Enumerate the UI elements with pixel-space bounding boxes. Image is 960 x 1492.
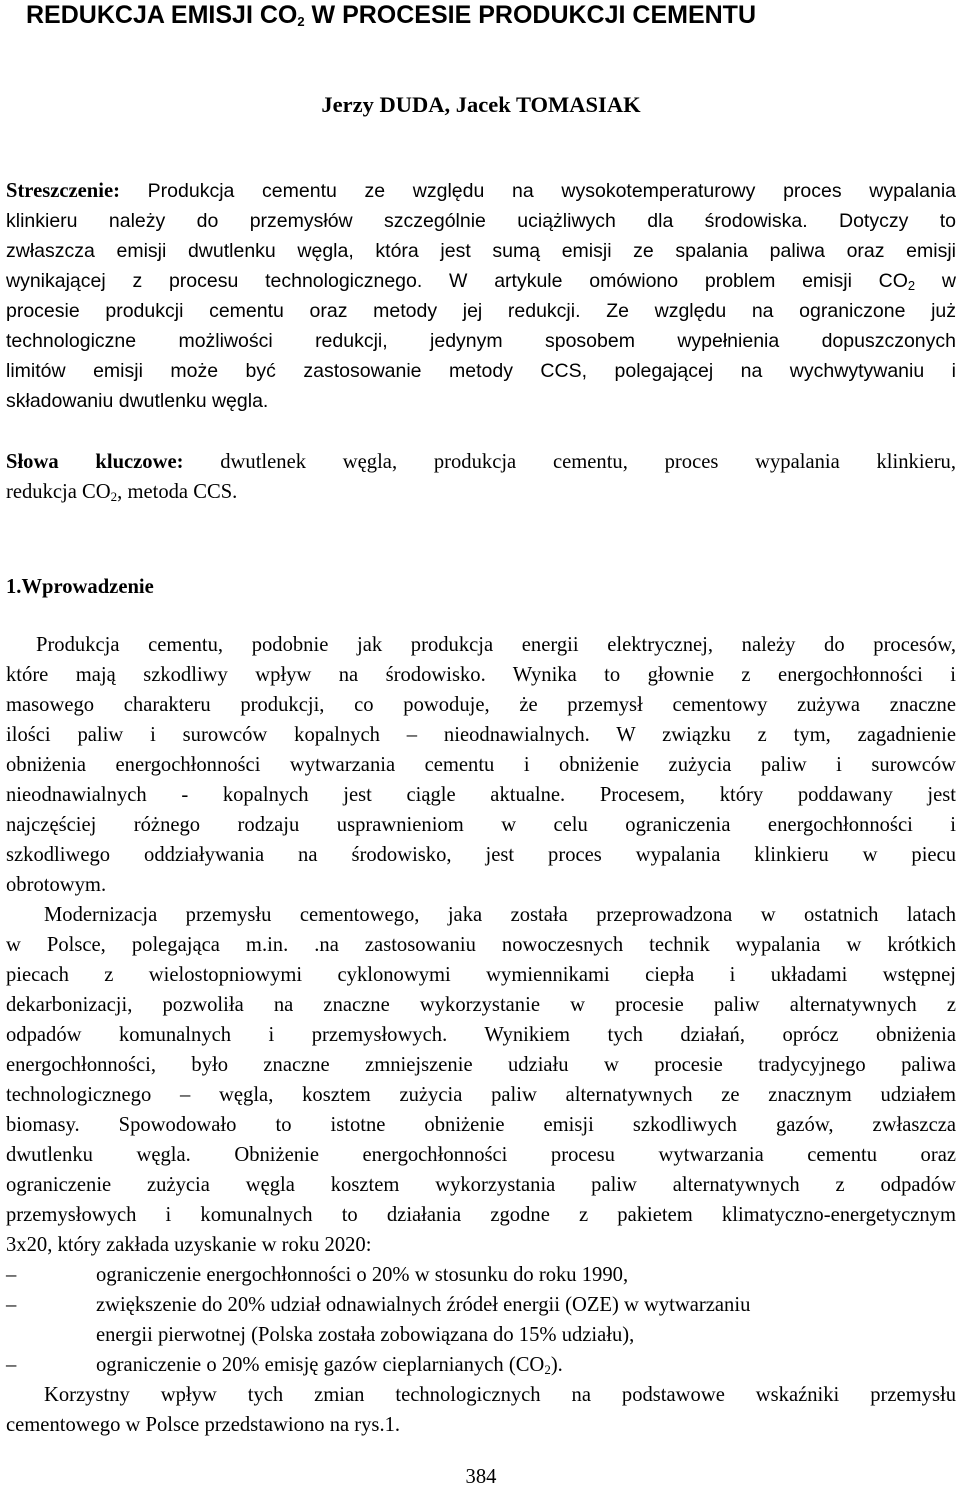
paragraph-line: obniżenia energochłonności wytwarzania cementu i obniżenie zużycia paliw i surowców	[6, 754, 956, 776]
list-dash: –	[6, 1354, 17, 1376]
list-item-text: zwiększenie do 20% udział odnawialnych źródeł energii (OZE) w wytwarzaniu	[96, 1294, 751, 1316]
subscript: 2	[907, 278, 916, 293]
abstract-line	[6, 206, 956, 236]
page-number: 384	[465, 1466, 497, 1488]
paragraph-1	[6, 630, 956, 900]
abstract-text: Produkcja cementu ze względu na wysokotemperaturowy proces wypalania	[119, 180, 956, 202]
keywords	[6, 447, 956, 507]
abstract-label: Streszczenie:	[6, 180, 120, 202]
paragraph-line: szkodliwego oddziaływania na środowisko, jest proces wypalania klinkieru w piecu	[6, 844, 956, 866]
paragraph-line: obrotowym.	[6, 874, 107, 896]
list-item-text: energii pierwotnej (Polska została zobowiązana do 15% udziału),	[96, 1324, 635, 1346]
paragraph-line: odpadów komunalnych i przemysłowych. Wynikiem tych działań, oprócz obniżenia	[6, 1024, 956, 1046]
list-dash: –	[6, 1294, 17, 1316]
list-item-text	[96, 1350, 563, 1380]
abstract-text: Dotyczy to	[807, 210, 956, 232]
list-dash: –	[6, 1264, 17, 1286]
title-text: REDUKCJA EMISJI CO	[26, 1, 298, 29]
paragraph-line: energochłonności, było znaczne zmniejszenie udziału w procesie tradycyjnego paliwa	[6, 1054, 956, 1076]
keywords-line	[6, 477, 956, 507]
paragraph-line: cementowego w Polsce przedstawiono na rys.1.	[6, 1414, 401, 1436]
paragraph-line: ograniczenie zużycia węgla kosztem wykorzystania paliw alternatywnych z odpadów	[6, 1174, 956, 1196]
subscript: 2	[110, 489, 118, 504]
authors: Jerzy DUDA, Jacek TOMASIAK	[321, 92, 641, 117]
section-heading-text: 1.Wprowadzenie	[6, 576, 154, 598]
abstract	[6, 176, 956, 416]
paragraph-line: masowego charakteru produkcji, co powoduje, że przemysł cementowy zużywa znaczne	[6, 694, 956, 716]
paragraph-line: przemysłowych i komunalnych to działania zgodne z pakietem klimatyczno-energetycznym	[6, 1204, 956, 1226]
abstract-text: klinkieru należy do przemysłów szczególnie uciążliwych dla środowiska.	[6, 210, 808, 232]
paragraph-2	[6, 900, 956, 1260]
abstract-text: w	[915, 270, 956, 292]
paragraph-line: które mają szkodliwy wpływ na środowisko. Wynika to głownie z energochłonności i	[6, 664, 956, 686]
abstract-text: W artykule omówiono problem emisji CO	[422, 270, 908, 292]
keywords-line	[6, 447, 956, 477]
paragraph-line: 3x20, który zakłada uzyskanie w roku 2020:	[6, 1234, 372, 1256]
abstract-line	[6, 176, 956, 206]
list-item-text: ograniczenie energochłonności o 20% w stosunku do roku 1990,	[96, 1264, 629, 1286]
abstract-text: procesie produkcji cementu oraz metody jej redukcji.	[6, 300, 581, 322]
keywords-text: dwutlenek węgla, produkcja cementu, proces wypalania klinkieru,	[183, 451, 957, 473]
abstract-line	[6, 296, 956, 326]
subscript: 2	[544, 1362, 551, 1377]
paragraph-line: nieodnawialnych - kopalnych jest ciągle aktualne. Procesem, który poddawany jest	[6, 784, 956, 806]
paragraph-3	[6, 1380, 956, 1440]
abstract-line: limitów emisji może być zastosowanie metody CCS, polegającej na wychwytywaniu i	[6, 360, 956, 382]
paragraph-line: dwutlenku węgla. Obniżenie energochłonności procesu wytwarzania cementu oraz	[6, 1144, 956, 1166]
keywords-text: redukcja CO	[6, 481, 111, 503]
abstract-text: wynikającej z procesu technologicznego.	[6, 270, 423, 292]
keywords-text: , metoda CCS.	[117, 481, 238, 503]
paragraph-line: piecach z wielostopniowymi cyklonowymi wymiennikami ciepła i układami wstępnej	[6, 964, 956, 986]
section-heading	[6, 572, 956, 602]
keywords-label: Słowa kluczowe:	[6, 451, 184, 473]
paragraph-line: dekarbonizacji, pozwoliła na znaczne wykorzystanie w procesie paliw alternatywnych z	[6, 994, 956, 1016]
paragraph-line: technologicznego – węgla, kosztem zużycia paliw alternatywnych ze znacznym udziałem	[6, 1084, 956, 1106]
title-subscript: 2	[297, 14, 305, 29]
title-text-rest: W PROCESIE PRODUKCJI CEMENTU	[304, 1, 757, 29]
paragraph-line: ilości paliw i surowców kopalnych – nieodnawialnych. W związku z tym, zagadnienie	[6, 724, 956, 746]
abstract-line: składowaniu dwutlenku węgla.	[6, 390, 269, 412]
paragraph-line: najczęściej różnego rodzaju usprawnieniom w celu ograniczenia energochłonności i	[6, 814, 956, 836]
list-item-text-part: ograniczenie o 20% emisję gazów cieplarnianych (CO	[96, 1354, 545, 1376]
paragraph-line: Modernizacja przemysłu cementowego, jaka została przeprowadzona w ostatnich latach	[44, 904, 956, 926]
abstract-text: Ze względu na ograniczone już	[580, 300, 957, 322]
paragraph-line: Produkcja cementu, podobnie jak produkcja energii elektrycznej, należy do procesów,	[36, 634, 956, 656]
abstract-line: zwłaszcza emisji dwutlenku węgla, która jest sumą emisji ze spalania paliwa oraz emisji	[6, 240, 956, 262]
abstract-line: technologiczne możliwości redukcji, jedynym sposobem wypełnienia dopuszczonych	[6, 330, 956, 352]
paper-title	[26, 0, 956, 30]
paragraph-line: biomasy. Spowodowało to istotne obniżenie emisji szkodliwych gazów, zwłaszcza	[6, 1114, 956, 1136]
abstract-line	[6, 266, 956, 296]
list-item-text-part: ).	[550, 1354, 563, 1376]
paragraph-line: Korzystny wpływ tych zmian technologicznych na podstawowe wskaźniki przemysłu	[44, 1384, 956, 1406]
paragraph-line: w Polsce, polegająca m.in. .na zastosowaniu nowoczesnych technik wypalania w krótkich	[6, 934, 956, 956]
